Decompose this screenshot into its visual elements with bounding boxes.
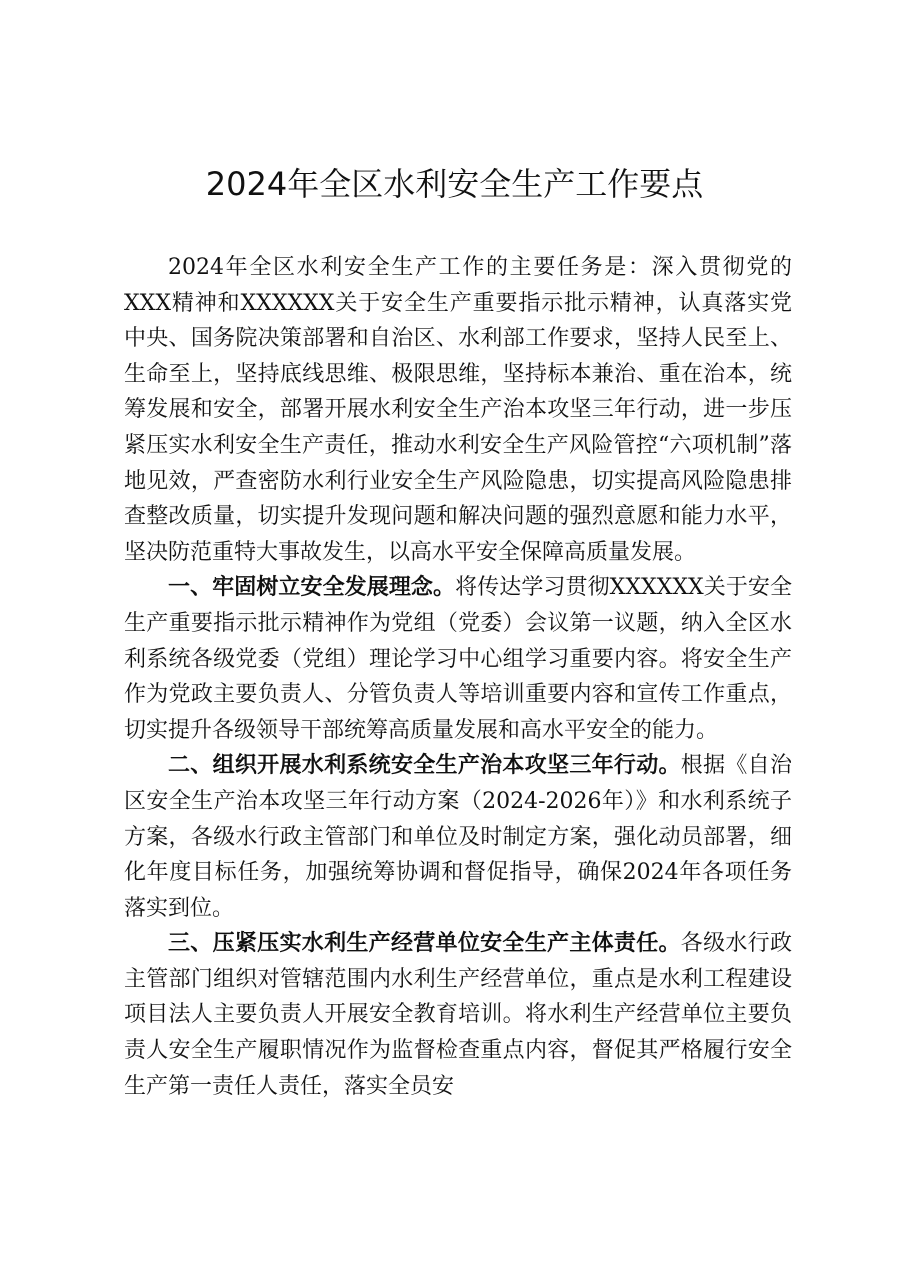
section-heading-2: 二、组织开展水利系统安全生产治本攻坚三年行动。 — [168, 753, 681, 779]
document-body — [124, 250, 792, 1104]
section-paragraph-1 — [124, 570, 792, 748]
document-title: 2024年全区水利安全生产工作要点 — [205, 165, 704, 203]
section-paragraph-2 — [124, 748, 792, 926]
section-text-2: 根据《自治区安全生产治本攻坚三年行动方案（2024-2026年）》和水利系统子方案，各级水行政主管部门和单位及时制定方案，强化动员部署，细化年度目标任务，加强统筹协调和督促指导，确保2024年各项任务落实到位。 — [124, 753, 792, 921]
section-paragraph-3 — [124, 926, 792, 1104]
section-text-3: 各级水行政主管部门组织对管辖范围内水利生产经营单位，重点是水利工程建设项目法人主要负责人开展安全教育培训。将水利生产经营单位主要负责人安全生产履职情况作为监督检查重点内容，督促其严格履行安全生产第一责任人责任，落实全员安 — [124, 931, 792, 1099]
section-text-1: 将传达学习贯彻XXXXXX关于安全生产重要指示批示精神作为党组（党委）会议第一议题，纳入全区水利系统各级党委（党组）理论学习中心组学习重要内容。将安全生产作为党政主要负责人、分管负责人等培训重要内容和宣传工作重点，切实提升各级领导干部统筹高质量发展和高水平安全的能力。 — [124, 575, 792, 743]
section-heading-3: 三、压紧压实水利生产经营单位安全生产主体责任。 — [168, 931, 681, 957]
intro-paragraph: 2024年全区水利安全生产工作的主要任务是：深入贯彻党的XXX精神和XXXXXX关于安全生产重要指示批示精神，认真落实党中央、国务院决策部署和自治区、水利部工作要求，坚持人民至上、生命至上，坚持底线思维、极限思维，坚持标本兼治、重在治本，统筹发展和安全，部署开展水利安全生产治本攻坚三年行动，进一步压紧压实水利安全生产责任，推动水利安全生产风险管控“六项机制”落地见效，严查密防水利行业安全生产风险隐患，切实提高风险隐患排查整改质量，切实提升发现问题和解决问题的强烈意愿和能力水平，坚决防范重特大事故发生，以高水平安全保障高质量发展。 — [124, 255, 792, 565]
section-heading-1: 一、牢固树立安全发展理念。 — [168, 575, 456, 601]
